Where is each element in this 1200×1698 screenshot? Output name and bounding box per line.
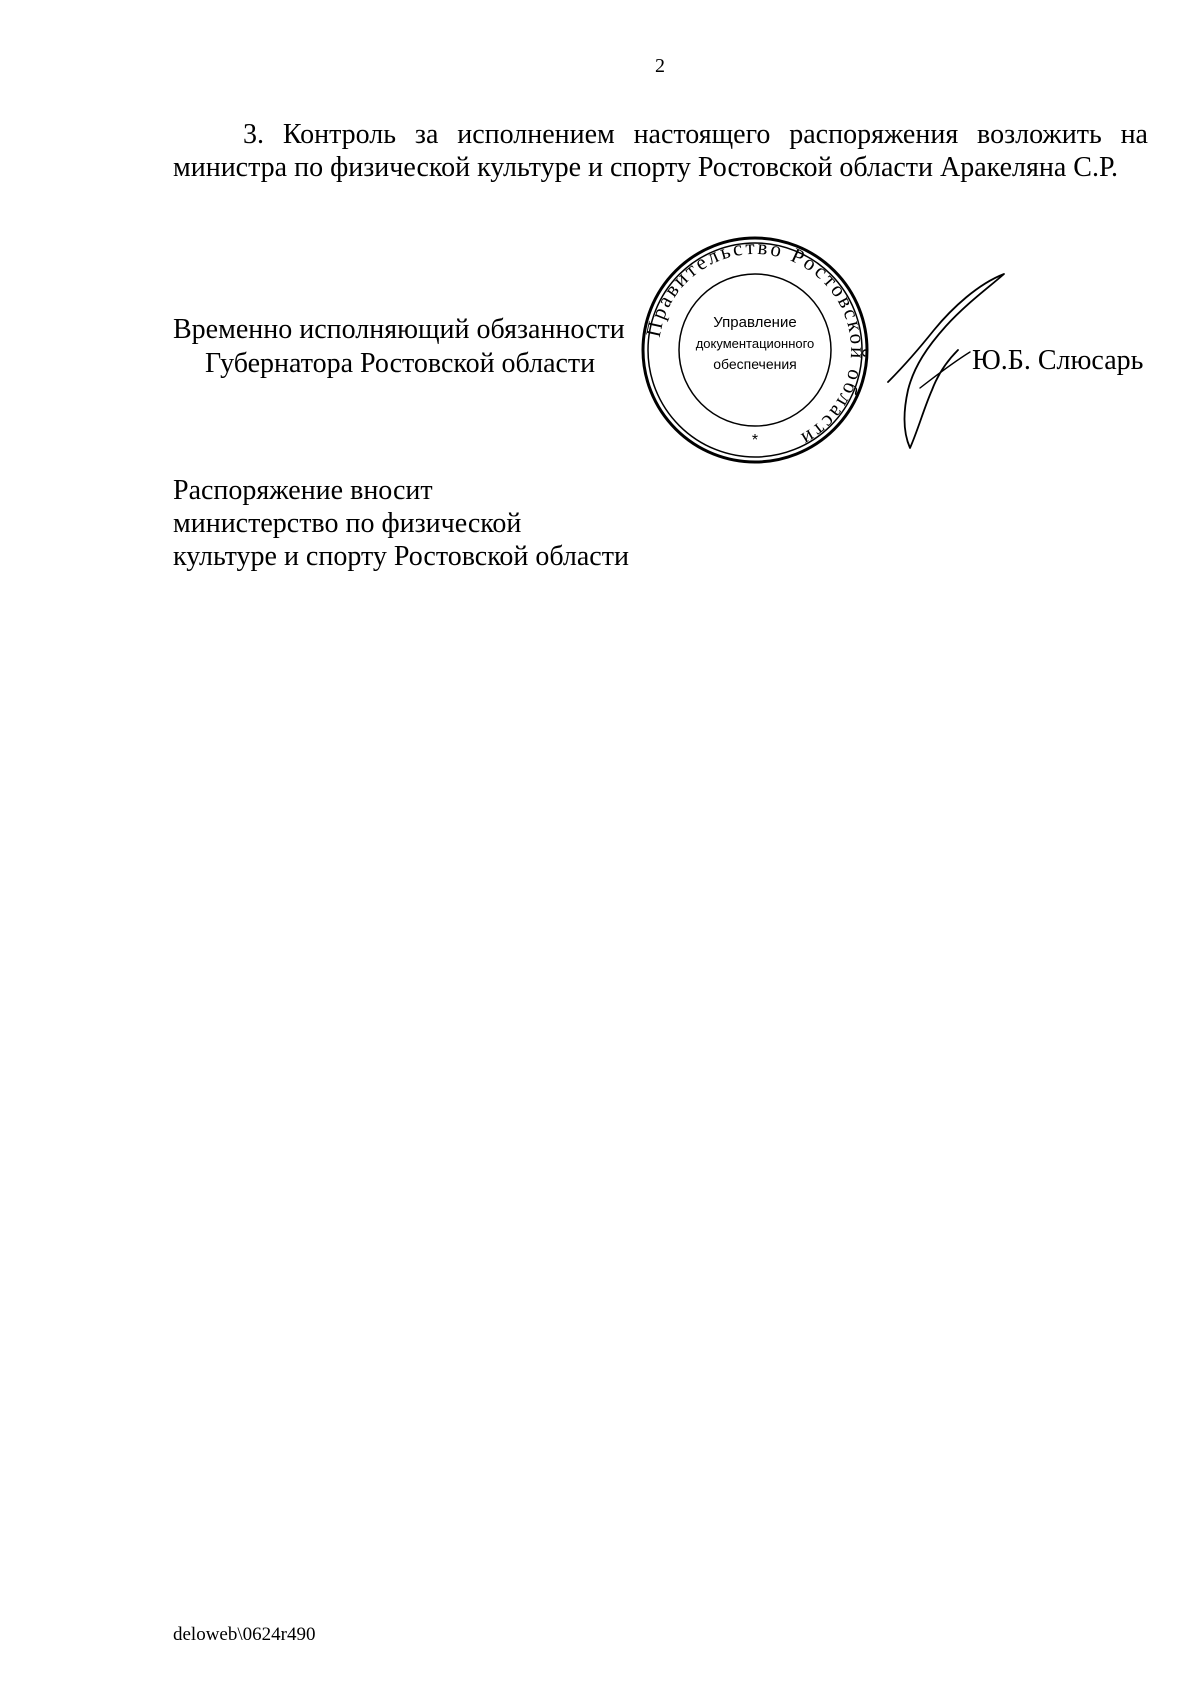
- footer-document-code: deloweb\0624r490: [173, 1624, 316, 1645]
- submitted-by-line1: Распоряжение вносит: [173, 475, 433, 506]
- submitted-by: [173, 474, 629, 573]
- seal-inner-line2: документационного: [695, 336, 815, 351]
- official-seal: [640, 235, 870, 465]
- seal-star: *: [751, 432, 759, 449]
- signatory-name: Ю.Б. Слюсарь: [972, 345, 1144, 376]
- submitted-by-line2: министерство по физической: [173, 508, 522, 539]
- submitted-by-line3: культуре и спорту Ростовской области: [173, 541, 629, 572]
- signatory-title-line1: Временно исполняющий обязанности: [173, 314, 625, 345]
- seal-inner-line1: Управление: [713, 314, 797, 331]
- seal-outer-text: Правительство Ростовской области: [640, 235, 870, 453]
- paragraph-3: 3. Контроль за исполнением настоящего распоряжения возложить на министра по физической культуре и спорту Ростовской области Аракеляна С.Р.: [173, 119, 1148, 183]
- signatory-title: [173, 313, 625, 381]
- seal-inner-line3: обеспечения: [713, 356, 797, 372]
- page-number: 2: [655, 55, 665, 77]
- signatory-title-line2: Губернатора Ростовской области: [205, 348, 596, 379]
